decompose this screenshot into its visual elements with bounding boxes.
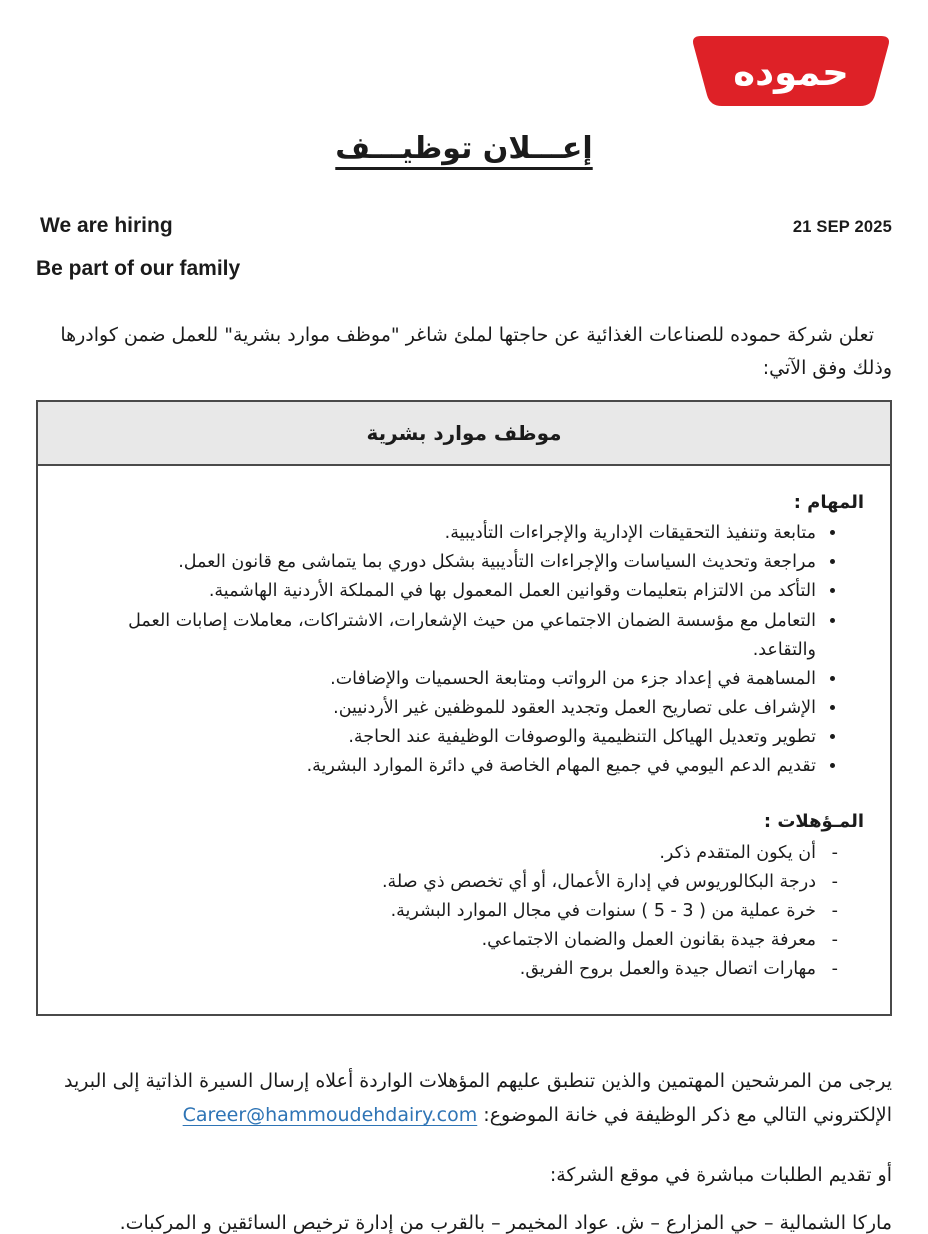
task-item: • التأكد من الالتزام بتعليمات وقوانين العمل المعمول بها في المملكة الأردنية الهاشمية. bbox=[64, 577, 818, 606]
logo-text: حموده bbox=[733, 51, 849, 94]
logo-row bbox=[36, 35, 892, 107]
qualifications-heading: المـؤهلات : bbox=[763, 810, 864, 832]
apply-text-line1: يرجى من المرشحين المهتمين والذين تنطبق عليهم المؤهلات الواردة أعلاه إرسال السيرة الذاتية إلى البريد bbox=[63, 1069, 892, 1092]
hiring-lines bbox=[36, 214, 240, 281]
we-are-hiring-text: We are hiring bbox=[40, 214, 173, 237]
apply-email-paragraph bbox=[36, 1064, 892, 1132]
page-title: إعـــلان توظيـــف bbox=[335, 131, 593, 166]
qualification-item: - خرة عملية من ( 3 - 5 ) سنوات في مجال الموارد البشرية. bbox=[64, 897, 838, 926]
qualification-item: - درجة البكالوريوس في إدارة الأعمال، أو أي تخصص ذي صلة. bbox=[64, 868, 838, 897]
apply-text-line2: الإلكتروني التالي مع ذكر الوظيفة في خانة الموضوع: bbox=[477, 1104, 892, 1127]
header-row bbox=[36, 214, 892, 281]
hammoudeh-logo-icon bbox=[690, 35, 892, 107]
apply-in-person-line: أو تقديم الطلبات مباشرة في موقع الشركة: bbox=[549, 1164, 892, 1187]
job-box-body bbox=[38, 466, 890, 1014]
company-logo bbox=[690, 35, 892, 107]
tasks-list bbox=[64, 519, 864, 780]
job-title-header: موظف موارد بشرية bbox=[38, 402, 890, 466]
job-details-box bbox=[36, 400, 892, 1016]
email-link[interactable]: Career@hammoudehdairy.com bbox=[182, 1104, 478, 1127]
be-part-of-family-text: Be part of our family bbox=[36, 257, 241, 280]
company-address: ماركا الشمالية – حي المزارع – ش. عواد المخيمر – بالقرب من إدارة ترخيص السائقين و المركبات. bbox=[119, 1212, 892, 1234]
qualification-item: - مهارات اتصال جيدة والعمل بروح الفريق. bbox=[64, 955, 838, 984]
task-item: • المساهمة في إعداد جزء من الرواتب ومتابعة الحسميات والإضافات. bbox=[64, 665, 818, 694]
tasks-heading: المهام : bbox=[793, 491, 864, 513]
task-item: • تطوير وتعديل الهياكل التنظيمية والوصوفات الوظيفية عند الحاجة. bbox=[64, 723, 818, 752]
intro-paragraph: تعلن شركة حموده للصناعات الغذائية عن حاجتها لملئ شاغر "موظف موارد بشرية" للعمل ضمن كوادرها وذلك وفق الآتي: bbox=[60, 324, 892, 380]
task-item: • التعامل مع مؤسسة الضمان الاجتماعي من حيث الإشعارات، الاشتراكات، معاملات إصابات العمل والتقاعد. bbox=[64, 607, 818, 665]
task-item: • مراجعة وتحديث السياسات والإجراءات التأديبية بشكل دوري بما يتماشى مع قانون العمل. bbox=[64, 548, 818, 577]
task-item: • تقديم الدعم اليومي في جميع المهام الخاصة في دائرة الموارد البشرية. bbox=[64, 752, 818, 781]
qualifications-list bbox=[64, 839, 864, 984]
qualification-item: - أن يكون المتقدم ذكر. bbox=[64, 839, 838, 868]
announcement-date: 21 SEP 2025 bbox=[792, 218, 892, 236]
qualification-item: - معرفة جيدة بقانون العمل والضمان الاجتماعي. bbox=[64, 926, 838, 955]
task-item: • متابعة وتنفيذ التحقيقات الإدارية والإجراءات التأديبية. bbox=[64, 519, 818, 548]
task-item: • الإشراف على تصاريح العمل وتجديد العقود للموظفين غير الأردنيين. bbox=[64, 694, 818, 723]
